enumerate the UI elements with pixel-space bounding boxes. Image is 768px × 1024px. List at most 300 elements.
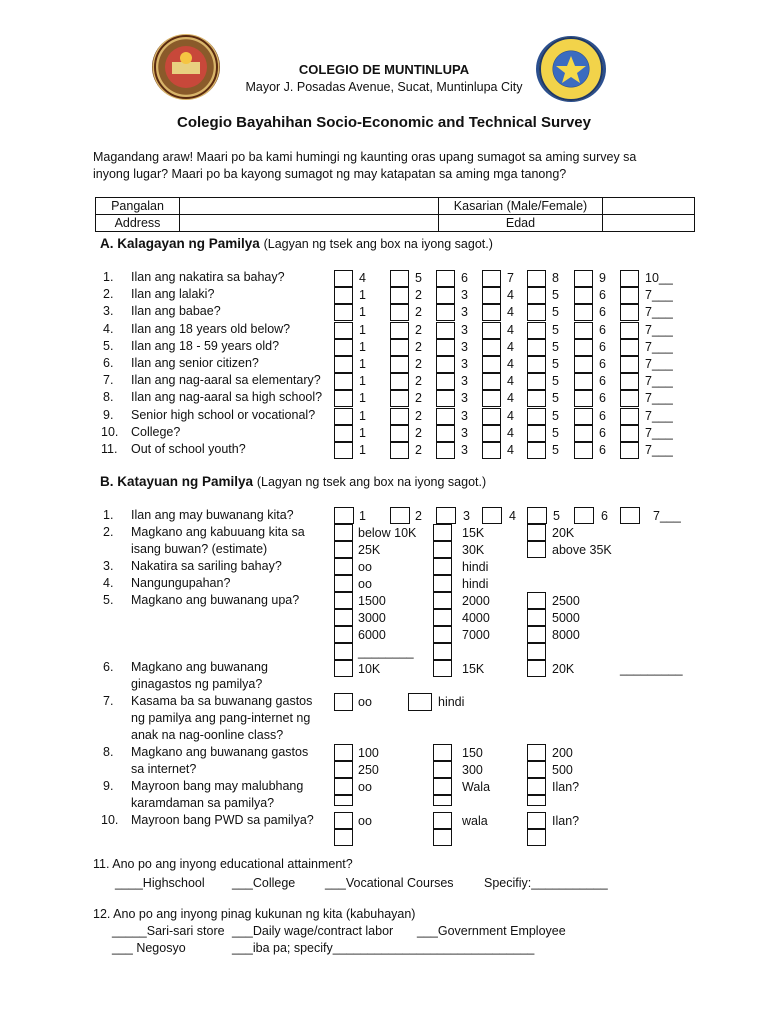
answer-option-label: 1 (359, 391, 366, 406)
answer-checkbox[interactable] (334, 304, 353, 321)
survey-title: Colegio Bayahihan Socio-Economic and Technical Survey (177, 114, 591, 131)
answer-option-label: 6 (599, 425, 606, 440)
a-question-text: Senior high school or vocational? (131, 407, 316, 422)
answer-checkbox[interactable] (433, 524, 452, 541)
answer-option-label: 4 (509, 509, 516, 523)
answer-checkbox[interactable] (620, 408, 639, 425)
answer-option-label: oo (358, 780, 372, 794)
answer-checkbox[interactable] (436, 408, 455, 425)
answer-option-label: 7___ (645, 288, 673, 303)
answer-checkbox[interactable] (620, 356, 639, 373)
b-q9-text-2: karamdaman sa pamilya? (131, 796, 275, 810)
q12-option-daily-wage[interactable]: ___Daily wage/contract labor (232, 924, 394, 938)
a-question-text: Ilan ang 18 years old below? (131, 321, 291, 336)
answer-option-label: 6 (599, 357, 606, 371)
answer-checkbox[interactable] (527, 761, 546, 778)
answer-option-label: Wala (462, 780, 491, 794)
answer-option-label: 1 (359, 288, 366, 303)
answer-option-label: 7___ (645, 322, 673, 337)
answer-option-label: oo (358, 577, 372, 591)
answer-option-label: 6 (599, 305, 606, 320)
q11-option-college[interactable]: ___College (232, 876, 296, 890)
answer-option-label: 1 (359, 408, 366, 423)
answer-checkbox[interactable] (482, 373, 501, 390)
answer-option-label: 20K (552, 662, 575, 676)
age-label: Edad (439, 215, 603, 232)
answer-checkbox[interactable] (482, 390, 501, 407)
answer-checkbox[interactable] (482, 270, 501, 287)
answer-checkbox[interactable] (482, 287, 501, 304)
a-question-text: Ilan ang lalaki? (131, 287, 215, 302)
b-q7-text-2: ng pamilya ang pang-internet ng (131, 711, 311, 725)
answer-checkbox[interactable] (390, 390, 409, 407)
answer-checkbox[interactable] (482, 408, 501, 425)
answer-checkbox[interactable] (436, 287, 455, 304)
answer-option-label: 7___ (645, 443, 673, 457)
b-q1-number: 1. (103, 508, 114, 522)
b-q2-text-1: Magkano ang kabuuang kita sa (131, 525, 305, 539)
answer-option-label: 6 (599, 288, 606, 303)
answer-option-label: 3 (461, 425, 468, 440)
answer-option-label: 1 (359, 357, 366, 371)
a-question-text: College? (131, 424, 181, 439)
answer-checkbox[interactable] (527, 812, 546, 829)
answer-checkbox[interactable] (390, 270, 409, 287)
answer-option-label: 7___ (645, 408, 673, 423)
answer-option-label: 6 (599, 374, 606, 389)
answer-option-label: 3 (463, 509, 470, 523)
b-q4-number: 4. (103, 576, 114, 590)
b-q7-text-3: anak na nag-oonline class? (131, 728, 284, 742)
answer-checkbox[interactable] (527, 339, 546, 356)
answer-checkbox[interactable] (527, 425, 546, 442)
answer-option-label: 2 (415, 443, 422, 457)
answer-option-label: 4 (507, 339, 514, 354)
answer-checkbox[interactable] (334, 795, 353, 806)
answer-checkbox[interactable] (334, 339, 353, 356)
q11-specify[interactable]: Specifiy:___________ (484, 876, 608, 890)
b-q4-text: Nangungupahan? (131, 576, 231, 590)
answer-checkbox[interactable] (334, 643, 353, 660)
section-b-note: (Lagyan ng tsek ang box na iyong sagot.) (256, 475, 487, 489)
answer-option-label: Ilan? (552, 814, 580, 828)
answer-checkbox[interactable] (433, 660, 452, 677)
answer-checkbox[interactable] (390, 339, 409, 356)
answer-option-label: 2 (415, 288, 422, 303)
answer-option-label: 10__ (645, 271, 673, 285)
answer-option-label: 8000 (552, 628, 580, 642)
answer-checkbox[interactable] (334, 373, 353, 390)
answer-option-label: 250 (358, 763, 379, 777)
q12-option-government[interactable]: ___Government Employee (417, 924, 566, 938)
answer-checkbox[interactable] (527, 660, 546, 677)
b-q3-text: Nakatira sa sariling bahay? (131, 559, 282, 573)
section-b-heading: B. Katayuan ng Pamilya (100, 474, 254, 489)
a-question-text: Ilan ang senior citizen? (131, 356, 259, 370)
b-q8-number: 8. (103, 745, 114, 759)
answer-checkbox[interactable] (527, 322, 546, 339)
a-question-text: Ilan ang nag-aaral sa high school? (131, 390, 323, 405)
answer-checkbox[interactable] (482, 507, 502, 524)
answer-checkbox[interactable] (433, 829, 452, 846)
answer-option-label: 5 (552, 288, 559, 303)
answer-option-label: 3 (461, 391, 468, 406)
answer-checkbox[interactable] (482, 304, 501, 321)
answer-checkbox[interactable] (527, 592, 546, 609)
answer-checkbox[interactable] (620, 373, 639, 390)
answer-checkbox[interactable] (574, 373, 593, 390)
answer-option-label: 7___ (645, 425, 673, 440)
address-field[interactable] (180, 215, 439, 232)
answer-option-label: 1 (359, 374, 366, 389)
answer-checkbox[interactable] (390, 373, 409, 390)
b-q6-text-1: Magkano ang buwanang (131, 660, 268, 674)
gender-label: Kasarian (Male/Female) (439, 198, 603, 215)
b-q5-text: Magkano ang buwanang upa? (131, 593, 300, 607)
a-question-number: 10. (101, 424, 119, 439)
answer-checkbox[interactable] (334, 507, 354, 524)
b-q9-text-1: Mayroon bang may malubhang (131, 779, 304, 793)
answer-checkbox[interactable] (334, 575, 353, 592)
answer-option-label: 15K (462, 526, 485, 540)
answer-checkbox[interactable] (574, 390, 593, 407)
answer-checkbox[interactable] (436, 425, 455, 442)
a-question-number: 2. (103, 287, 114, 302)
answer-checkbox[interactable] (620, 425, 639, 442)
answer-option-label: hindi (438, 695, 465, 709)
b-q5-number: 5. (103, 593, 114, 607)
answer-option-label: 6 (599, 408, 606, 423)
answer-option-label: 5 (552, 339, 559, 354)
answer-option-label: 500 (552, 763, 573, 777)
answer-checkbox[interactable] (482, 339, 501, 356)
answer-option-label: 5 (552, 391, 559, 406)
answer-checkbox[interactable] (433, 609, 452, 626)
answer-checkbox[interactable] (436, 390, 455, 407)
b-q9-number: 9. (103, 779, 114, 793)
answer-checkbox[interactable] (527, 795, 546, 806)
answer-checkbox[interactable] (527, 829, 546, 846)
answer-checkbox[interactable] (390, 304, 409, 321)
gender-field[interactable] (603, 198, 695, 215)
answer-checkbox[interactable] (574, 339, 593, 356)
answer-checkbox[interactable] (433, 812, 452, 829)
answer-checkbox[interactable] (574, 322, 593, 339)
answer-option-label: 25K (358, 543, 381, 557)
answer-checkbox[interactable] (482, 442, 501, 459)
answer-option-label: 7___ (645, 339, 673, 354)
answer-option-label: 6 (599, 391, 606, 406)
answer-checkbox[interactable] (436, 373, 455, 390)
answer-option-label: 7___ (645, 374, 673, 389)
answer-checkbox[interactable] (334, 693, 353, 711)
answer-option-label: 4000 (462, 611, 490, 625)
answer-option-label: 3 (461, 288, 468, 303)
answer-checkbox[interactable] (334, 390, 353, 407)
answer-checkbox[interactable] (482, 356, 501, 373)
answer-checkbox[interactable] (482, 322, 501, 339)
answer-option-label: 5 (552, 443, 559, 457)
answer-option-label: 4 (507, 357, 514, 371)
answer-checkbox[interactable] (334, 425, 353, 442)
b-q8-text-1: Magkano ang buwanang gastos (131, 745, 309, 759)
answer-checkbox[interactable] (620, 322, 639, 339)
answer-checkbox[interactable] (527, 778, 546, 795)
answer-checkbox[interactable] (620, 304, 639, 321)
answer-option-label: 6000 (358, 628, 386, 642)
answer-checkbox[interactable] (527, 390, 546, 407)
answer-checkbox[interactable] (433, 541, 452, 558)
answer-option-label: 30K (462, 543, 485, 557)
answer-option-label: 1 (359, 305, 366, 320)
answer-option-label: 8 (552, 271, 559, 285)
answer-option-label: 7 (507, 271, 514, 285)
a-question-text: Ilan ang nakatira sa bahay? (131, 270, 285, 284)
answer-checkbox[interactable] (433, 778, 452, 795)
answer-option-label: 5 (552, 322, 559, 337)
answer-checkbox[interactable] (527, 609, 546, 626)
answer-checkbox[interactable] (334, 541, 353, 558)
b-q3-number: 3. (103, 559, 114, 573)
answer-checkbox[interactable] (433, 575, 452, 592)
a-question-text: Out of school youth? (131, 442, 246, 456)
answer-checkbox[interactable] (482, 425, 501, 442)
answer-checkbox[interactable] (574, 270, 593, 287)
answer-option-label: wala (462, 814, 488, 828)
answer-option-label: ________ (358, 645, 414, 659)
answer-checkbox[interactable] (436, 322, 455, 339)
answer-checkbox[interactable] (334, 356, 353, 373)
answer-option-label: 2 (415, 425, 422, 440)
answer-checkbox[interactable] (527, 541, 546, 558)
a-question-text: Ilan ang 18 - 59 years old? (131, 338, 280, 353)
answer-option-label: 1500 (358, 594, 386, 608)
a-question-number: 7. (103, 373, 114, 388)
answer-option-label: 7___ (645, 357, 673, 371)
answer-option-label: 5 (415, 271, 422, 285)
answer-option-label: 20K (552, 526, 575, 540)
answer-checkbox[interactable] (574, 425, 593, 442)
answer-checkbox[interactable] (334, 287, 353, 304)
name-label: Pangalan (96, 198, 180, 215)
q12-option-negosyo[interactable]: ___ Negosyo (112, 941, 186, 955)
answer-checkbox[interactable] (390, 322, 409, 339)
answer-option-label: 5 (552, 357, 559, 371)
answer-option-label: 1 (359, 339, 366, 354)
answer-option-label: 2 (415, 408, 422, 423)
a-question-number: 8. (103, 390, 114, 405)
answer-checkbox[interactable] (527, 304, 546, 321)
answer-checkbox[interactable] (433, 643, 452, 660)
answer-option-label: 2000 (462, 594, 490, 608)
answer-option-label: oo (358, 814, 372, 828)
answer-checkbox[interactable] (390, 442, 409, 459)
answer-checkbox[interactable] (433, 744, 452, 761)
answer-checkbox[interactable] (620, 507, 640, 524)
answer-checkbox[interactable] (527, 408, 546, 425)
answer-checkbox[interactable] (334, 744, 353, 761)
answer-option-label: 5000 (552, 611, 580, 625)
answer-option-label: 2 (415, 305, 422, 320)
answer-checkbox[interactable] (574, 356, 593, 373)
answer-checkbox[interactable] (527, 524, 546, 541)
answer-option-label: 150 (462, 746, 483, 760)
answer-checkbox[interactable] (574, 442, 593, 459)
answer-checkbox[interactable] (574, 507, 594, 524)
answer-option-label: 1 (359, 509, 366, 523)
answer-checkbox[interactable] (334, 442, 353, 459)
q11-option-vocational[interactable]: ___Vocational Courses (325, 876, 454, 890)
answer-option-label: 5 (552, 408, 559, 423)
answer-option-label: 3 (461, 305, 468, 320)
q12-option-sari-sari[interactable]: _____Sari-sari store (112, 924, 225, 938)
answer-checkbox[interactable] (620, 270, 639, 287)
answer-checkbox[interactable] (390, 408, 409, 425)
answer-option-label: 15K (462, 662, 485, 676)
answer-checkbox[interactable] (620, 442, 639, 459)
b-q8-text-2: sa internet? (131, 762, 197, 776)
answer-checkbox[interactable] (436, 356, 455, 373)
answer-checkbox[interactable] (436, 304, 455, 321)
answer-option-label: 4 (507, 425, 514, 440)
answer-option-label: 6 (461, 271, 468, 285)
answer-checkbox[interactable] (433, 626, 452, 643)
b-q7-text-1: Kasama ba sa buwanang gastos (131, 694, 313, 708)
answer-option-label: 10K (358, 662, 381, 676)
answer-checkbox[interactable] (334, 524, 353, 541)
answer-checkbox[interactable] (334, 558, 353, 575)
q11-question: 11. Ano po ang inyong educational attainment? (93, 857, 353, 871)
answer-checkbox[interactable] (334, 609, 353, 626)
section-a-note: (Lagyan ng tsek ang box na iyong sagot.) (263, 237, 493, 251)
name-field[interactable] (180, 198, 439, 215)
respondent-info-table (95, 197, 695, 232)
answer-option-label: 3 (461, 339, 468, 354)
address-label: Address (96, 215, 180, 232)
answer-option-label: 4 (507, 288, 514, 303)
answer-option-label: 5 (552, 374, 559, 389)
answer-option-label: 4 (359, 271, 366, 285)
answer-checkbox[interactable] (408, 693, 432, 711)
answer-option-label: 6 (599, 322, 606, 337)
answer-checkbox[interactable] (574, 287, 593, 304)
answer-checkbox[interactable] (334, 322, 353, 339)
answer-option-label: 6 (599, 443, 606, 457)
answer-option-label: 4 (507, 391, 514, 406)
answer-option-label: 2 (415, 322, 422, 337)
answer-checkbox[interactable] (334, 592, 353, 609)
answer-checkbox[interactable] (334, 626, 353, 643)
answer-option-label: above 35K (552, 543, 612, 557)
answer-checkbox[interactable] (620, 339, 639, 356)
q12-question: 12. Ano po ang inyong pinag kukunan ng kita (kabuhayan) (93, 907, 416, 921)
answer-checkbox[interactable] (436, 507, 456, 524)
answer-checkbox[interactable] (527, 373, 546, 390)
answer-option-label: 6 (599, 339, 606, 354)
answer-checkbox[interactable] (334, 778, 353, 795)
age-field[interactable] (603, 215, 695, 232)
answer-checkbox[interactable] (334, 829, 353, 846)
answer-checkbox[interactable] (334, 761, 353, 778)
b-q2-text-2: isang buwan? (estimate) (131, 542, 268, 556)
b-q7-number: 7. (103, 694, 114, 708)
answer-option-label: 3 (461, 357, 468, 371)
answer-checkbox[interactable] (390, 356, 409, 373)
a-question-number: 1. (103, 270, 114, 284)
section-b-heading-wrap (100, 474, 486, 490)
answer-checkbox[interactable] (574, 408, 593, 425)
answer-option-label: oo (358, 695, 372, 709)
answer-checkbox[interactable] (527, 507, 547, 524)
answer-option-label: Ilan? (552, 780, 580, 794)
answer-checkbox[interactable] (527, 442, 546, 459)
answer-checkbox[interactable] (334, 812, 353, 829)
answer-option-label: hindi (462, 560, 489, 574)
answer-checkbox[interactable] (620, 287, 639, 304)
answer-option-label: 3000 (358, 611, 386, 625)
answer-option-label: below 10K (358, 526, 417, 540)
answer-checkbox[interactable] (436, 442, 455, 459)
q11-option-highschool[interactable]: ____Highschool (115, 876, 205, 890)
answer-checkbox[interactable] (433, 558, 452, 575)
answer-checkbox[interactable] (334, 408, 353, 425)
answer-checkbox[interactable] (620, 390, 639, 407)
answer-checkbox[interactable] (527, 356, 546, 373)
a-question-number: 3. (103, 304, 114, 319)
a-question-text: Ilan ang babae? (131, 304, 221, 319)
answer-option-label: 2 (415, 391, 422, 406)
answer-checkbox[interactable] (334, 660, 353, 677)
answer-option-label: 7___ (645, 391, 673, 406)
answer-checkbox[interactable] (527, 744, 546, 761)
answer-checkbox[interactable] (527, 643, 546, 660)
answer-option-label: 300 (462, 763, 483, 777)
answer-option-label: 4 (507, 305, 514, 320)
answer-option-label: 6 (601, 509, 608, 523)
b-q6-number: 6. (103, 660, 114, 674)
answer-checkbox[interactable] (433, 795, 452, 806)
q12-option-iba-pa[interactable]: ___iba pa; specify_____________________________ (232, 941, 535, 955)
answer-option-label: 2 (415, 339, 422, 354)
answer-option-label: 2 (415, 509, 422, 523)
answer-option-label: 3 (461, 408, 468, 423)
answer-checkbox[interactable] (527, 270, 546, 287)
answer-checkbox[interactable] (527, 287, 546, 304)
intro-line-2: inyong lugar? Maari po ba kayong sumagot ng may katapatan sa aming mga tanong? (93, 167, 567, 181)
b-q2-number: 2. (103, 525, 114, 539)
answer-option-label: 3 (461, 443, 468, 457)
answer-checkbox[interactable] (433, 592, 452, 609)
answer-checkbox[interactable] (527, 626, 546, 643)
b-q10-number: 10. (101, 813, 119, 827)
answer-checkbox[interactable] (574, 304, 593, 321)
answer-checkbox[interactable] (390, 287, 409, 304)
answer-option-label: 100 (358, 746, 379, 760)
answer-checkbox[interactable] (436, 339, 455, 356)
school-address: Mayor J. Posadas Avenue, Sucat, Muntinlupa City (245, 80, 523, 94)
answer-option-label: 2 (415, 374, 422, 389)
answer-checkbox[interactable] (390, 507, 410, 524)
answer-checkbox[interactable] (390, 425, 409, 442)
b-q6-text-2: ginagastos ng pamilya? (131, 677, 263, 691)
answer-option-label: 1 (359, 425, 366, 440)
answer-checkbox[interactable] (436, 270, 455, 287)
answer-checkbox[interactable] (433, 761, 452, 778)
answer-option-label: 1 (359, 322, 366, 337)
answer-checkbox[interactable] (334, 270, 353, 287)
answer-option-label: 200 (552, 746, 573, 760)
a-question-number: 4. (103, 321, 114, 336)
